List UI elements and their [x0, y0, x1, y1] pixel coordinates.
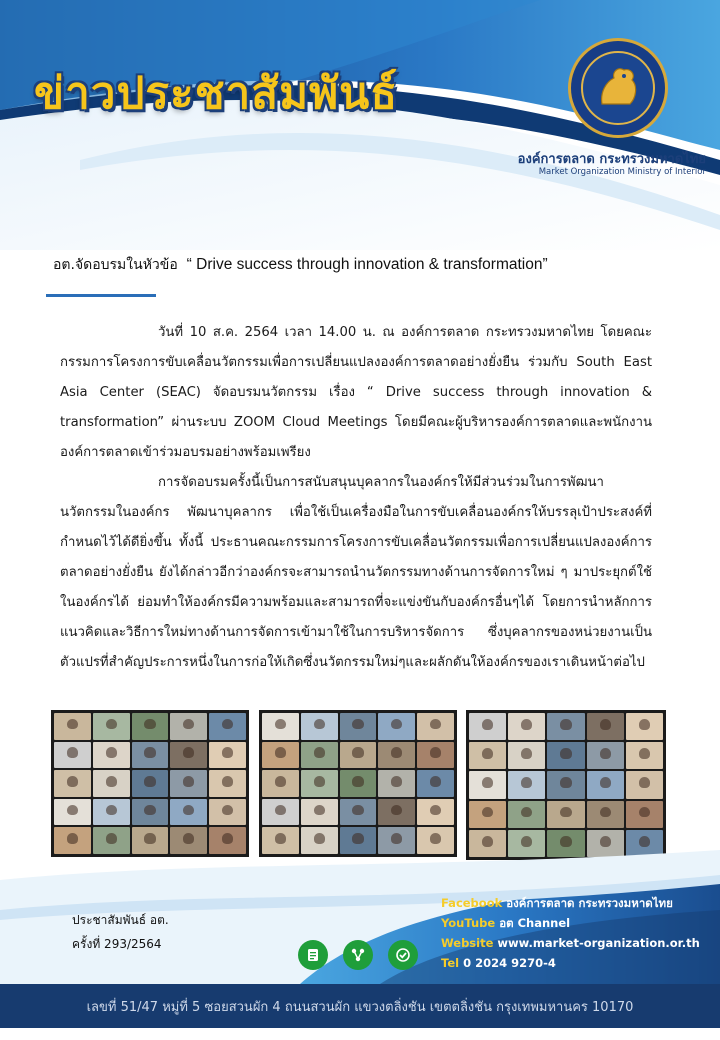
participant-tile	[417, 799, 454, 826]
participant-tile	[469, 713, 506, 740]
org-name-thai: องค์การตลาด กระทรวงมหาดไทย	[517, 152, 706, 167]
participant-tile	[626, 771, 663, 798]
check-circle-icon[interactable]	[388, 940, 418, 970]
line-icon[interactable]	[298, 940, 328, 970]
participant-tile	[170, 713, 207, 740]
org-name-english: Market Organization Ministry of Interior	[538, 167, 706, 177]
participant-tile	[301, 799, 338, 826]
article-body	[60, 318, 652, 678]
participant-tile	[469, 801, 506, 828]
participant-tile	[54, 713, 91, 740]
participant-tile	[262, 713, 299, 740]
participant-tile	[547, 713, 584, 740]
participant-tile	[547, 742, 584, 769]
zoom-meeting-photo-3	[466, 710, 666, 860]
zoom-meeting-photo-1	[51, 710, 249, 857]
participant-tile	[587, 713, 624, 740]
participant-tile	[93, 799, 130, 826]
participant-tile	[626, 742, 663, 769]
participant-tile	[301, 770, 338, 797]
participant-tile	[262, 799, 299, 826]
participant-tile	[170, 770, 207, 797]
participant-tile	[209, 742, 246, 769]
contact-youtube[interactable]: YouTube อต Channel	[441, 916, 571, 930]
participant-tile	[378, 770, 415, 797]
participant-tile	[54, 799, 91, 826]
contact-block	[441, 893, 700, 973]
participant-tile	[547, 771, 584, 798]
participant-tile	[587, 771, 624, 798]
participant-tile	[170, 799, 207, 826]
press-release-issue: ครั้งที่ 293/2564	[72, 937, 162, 951]
participant-tile	[340, 770, 377, 797]
press-release-label: ประชาสัมพันธ์ อต.	[72, 913, 169, 927]
participant-tile	[417, 713, 454, 740]
participant-tile	[469, 771, 506, 798]
participant-tile	[93, 742, 130, 769]
participant-tile	[378, 799, 415, 826]
participant-tile	[508, 742, 545, 769]
participant-tile	[587, 742, 624, 769]
participant-tile	[378, 713, 415, 740]
participant-tile	[170, 742, 207, 769]
headline-underline	[46, 294, 156, 297]
participant-tile	[378, 742, 415, 769]
zoom-meeting-photo-2	[259, 710, 457, 857]
participant-tile	[54, 770, 91, 797]
participant-tile	[340, 742, 377, 769]
participant-tile	[340, 799, 377, 826]
contact-facebook[interactable]: Facebook องค์การตลาด กระทรวงมหาดไทย	[441, 896, 673, 910]
contact-website[interactable]: Website www.market-organization.or.th	[441, 936, 700, 950]
participant-tile	[301, 713, 338, 740]
participant-tile	[508, 713, 545, 740]
participant-tile	[262, 742, 299, 769]
participant-tile	[417, 770, 454, 797]
participant-tile	[209, 770, 246, 797]
participant-tile	[132, 799, 169, 826]
participant-tile	[262, 770, 299, 797]
page-title: ข่าวประชาสัมพันธ์	[34, 68, 399, 119]
participant-tile	[132, 742, 169, 769]
contact-tel[interactable]: Tel 0 2024 9270-4	[441, 956, 556, 970]
social-icons	[298, 940, 418, 970]
participant-tile	[54, 742, 91, 769]
participant-tile	[417, 742, 454, 769]
participant-tile	[132, 713, 169, 740]
press-release-info	[72, 908, 169, 956]
headline-topic: “ Drive success through innovation & transformation”	[186, 256, 548, 273]
participant-tile	[587, 801, 624, 828]
participant-tile	[132, 770, 169, 797]
participant-tile	[209, 799, 246, 826]
participant-tile	[93, 770, 130, 797]
article-paragraph-2: การจัดอบรมครั้งนี้เป็นการสนับสนุนบุคลากรในองค์กรให้มีส่วนร่วมในการพัฒนานวัตกรรมในองค์กร พัฒนาบุคลากร เพื่อใช้เป็นเครื่องมือในการขับเคลื่อนองค์กรให้บรรลุเป้าประสงค์ที่กำหนดไว้ได้ดียิ่งขึ้น ทั้งนี้ ประธานคณะกรรมการโครงการขับเคลื่อนวัตกรรมเพื่อการเปลี่ยนแปลงองค์การตลาดอย่างยั่งยืน ยังได้กล่าวอีกว่าองค์กรจะสามารถนำนวัตกรรมทางด้านการจัดการใหม่ ๆ มาประยุกต์ใช้ในองค์กรได้ ย่อมทำให้องค์กรมีความพร้อมและสามารถที่จะแข่งขันกับองค์กรอื่นๆได้ โดยการนำหลักการแนวคิดและวิธีการใหม่ทางด้านการจัดการเข้ามาใช้ในการบริหารจัดการ ซึ่งบุคลากรของหน่วยงานเป็นตัวแปรที่สำคัญประการหนึ่งในการก่อให้เกิดซึ่งนวัตกรรมใหม่ๆและผลักดันให้องค์กรของเราเดินหน้าต่อไป	[60, 475, 652, 670]
participant-tile	[469, 742, 506, 769]
address-bar: เลขที่ 51/47 หมู่ที่ 5 ซอยสวนผัก 4 ถนนสวนผัก แขวงตลิ่งชัน เขตตลิ่งชัน กรุงเทพมหานคร 10170	[0, 984, 720, 1028]
participant-tile	[340, 713, 377, 740]
participant-tile	[301, 742, 338, 769]
participant-tile	[626, 713, 663, 740]
participant-tile	[508, 801, 545, 828]
participant-tile	[547, 801, 584, 828]
participant-tile	[626, 801, 663, 828]
share-icon[interactable]	[343, 940, 373, 970]
participant-tile	[508, 771, 545, 798]
participant-tile	[93, 713, 130, 740]
article-paragraph-1: วันที่ 10 ส.ค. 2564 เวลา 14.00 น. ณ องค์การตลาด กระทรวงมหาดไทย โดยคณะกรรมการโครงการขับเคลื่อนวัตกรรมเพื่อการเปลี่ยนแปลงองค์การตลาดอย่างยั่งยืน ร่วมกับ South East Asia Center (SEAC) จัดอบรมนวัตกรรม เรื่อง “ Drive success through innovation & transformation” ผ่านระบบ ZOOM Cloud Meetings โดยมีคณะผู้บริหารองค์การตลาดและพนักงานองค์การตลาดเข้าร่วมอบรมอย่างพร้อมเพรียง	[60, 325, 652, 460]
market-organization-seal-icon	[568, 38, 668, 138]
participant-tile	[209, 713, 246, 740]
headline	[53, 254, 683, 276]
headline-prefix: อต.จัดอบรมในหัวข้อ	[53, 257, 178, 273]
